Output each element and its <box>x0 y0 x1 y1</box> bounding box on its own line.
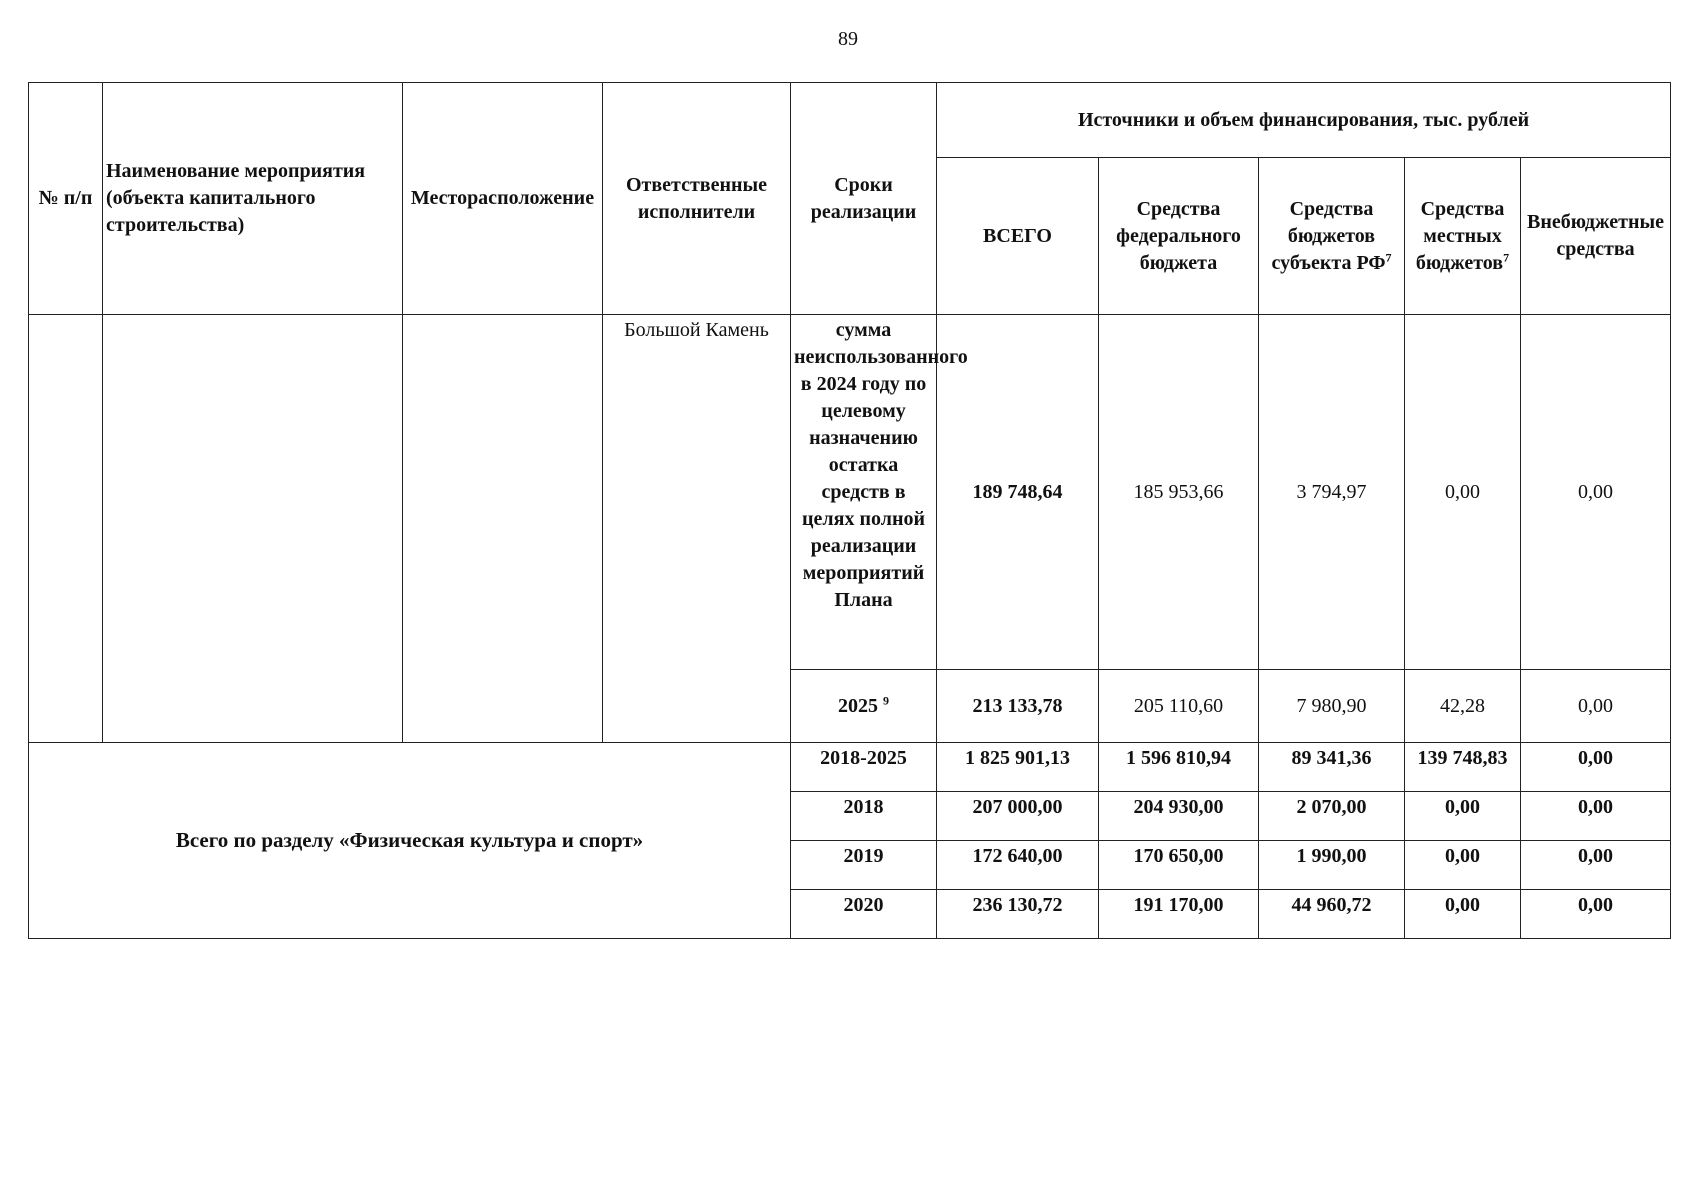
header-num: № п/п <box>29 83 103 315</box>
header-regional: Средства бюджетов субъекта $РФ^7$ <box>1259 158 1405 315</box>
cell-local: 0,00 <box>1405 890 1521 939</box>
cell-name <box>103 315 403 743</box>
cell-extra: 0,00 <box>1521 670 1671 743</box>
cell-federal: 204 930,00 <box>1099 792 1259 841</box>
cell-total: 207 000,00 <box>937 792 1099 841</box>
header-location: Месторасположение <box>403 83 603 315</box>
table-row <box>29 743 1671 792</box>
cell-total: 236 130,72 <box>937 890 1099 939</box>
header-total: ВСЕГО <box>937 158 1099 315</box>
cell-local: 0,00 <box>1405 315 1521 670</box>
cell-local: 0,00 <box>1405 792 1521 841</box>
header-name: Наименование мероприятия (объекта капитального строительства) <box>103 83 403 315</box>
cell-local: 0,00 <box>1405 841 1521 890</box>
cell-total: 189 748,64 <box>937 315 1099 670</box>
cell-regional: 1 990,00 <box>1259 841 1405 890</box>
cell-term: 2025 $^9$ <box>791 670 937 743</box>
cell-term: 2020 <box>791 890 937 939</box>
footnote-mark: 7 <box>1503 249 1510 264</box>
page-number: 89 <box>838 28 858 50</box>
cell-extra: 0,00 <box>1521 315 1671 670</box>
cell-num <box>29 315 103 743</box>
header-row-1 <box>29 83 1671 158</box>
cell-regional: 44 960,72 <box>1259 890 1405 939</box>
header-executors: Ответственные исполнители <box>603 83 791 315</box>
table-row <box>29 315 1671 670</box>
cell-term: сумма неиспользованного в 2024 году по целевому назначению остатка средств в целях полной реализации мероприятий Плана <box>791 315 937 670</box>
cell-federal: 185 953,66 <box>1099 315 1259 670</box>
cell-regional: 7 980,90 <box>1259 670 1405 743</box>
cell-federal: 191 170,00 <box>1099 890 1259 939</box>
section-total-label: Всего по разделу «Физическая культура и спорт» <box>29 743 791 939</box>
header-extrabudget: Внебюджетные средства <box>1521 158 1671 315</box>
header-terms: Сроки реализации <box>791 83 937 315</box>
header-federal: Средства федерального бюджета <box>1099 158 1259 315</box>
footnote-mark: 7 <box>1385 249 1392 264</box>
cell-total: 213 133,78 <box>937 670 1099 743</box>
cell-local: 139 748,83 <box>1405 743 1521 792</box>
cell-regional: 89 341,36 <box>1259 743 1405 792</box>
cell-regional: 2 070,00 <box>1259 792 1405 841</box>
financing-table <box>28 82 1671 939</box>
cell-extra: 0,00 <box>1521 743 1671 792</box>
cell-extra: 0,00 <box>1521 890 1671 939</box>
header-sources-group: Источники и объем финансирования, тыс. рублей <box>937 83 1671 158</box>
cell-term: 2018 <box>791 792 937 841</box>
cell-extra: 0,00 <box>1521 792 1671 841</box>
cell-extra: 0,00 <box>1521 841 1671 890</box>
cell-regional: 3 794,97 <box>1259 315 1405 670</box>
cell-term: 2019 <box>791 841 937 890</box>
cell-location <box>403 315 603 743</box>
cell-executor: Большой Камень <box>603 315 791 743</box>
cell-total: 1 825 901,13 <box>937 743 1099 792</box>
cell-federal: 1 596 810,94 <box>1099 743 1259 792</box>
cell-term: 2018-2025 <box>791 743 937 792</box>
cell-federal: 170 650,00 <box>1099 841 1259 890</box>
header-local: Средства местных бюджетов$^7$ <box>1405 158 1521 315</box>
cell-local: 42,28 <box>1405 670 1521 743</box>
footnote-mark: 9 <box>883 692 889 707</box>
cell-federal: 205 110,60 <box>1099 670 1259 743</box>
cell-total: 172 640,00 <box>937 841 1099 890</box>
